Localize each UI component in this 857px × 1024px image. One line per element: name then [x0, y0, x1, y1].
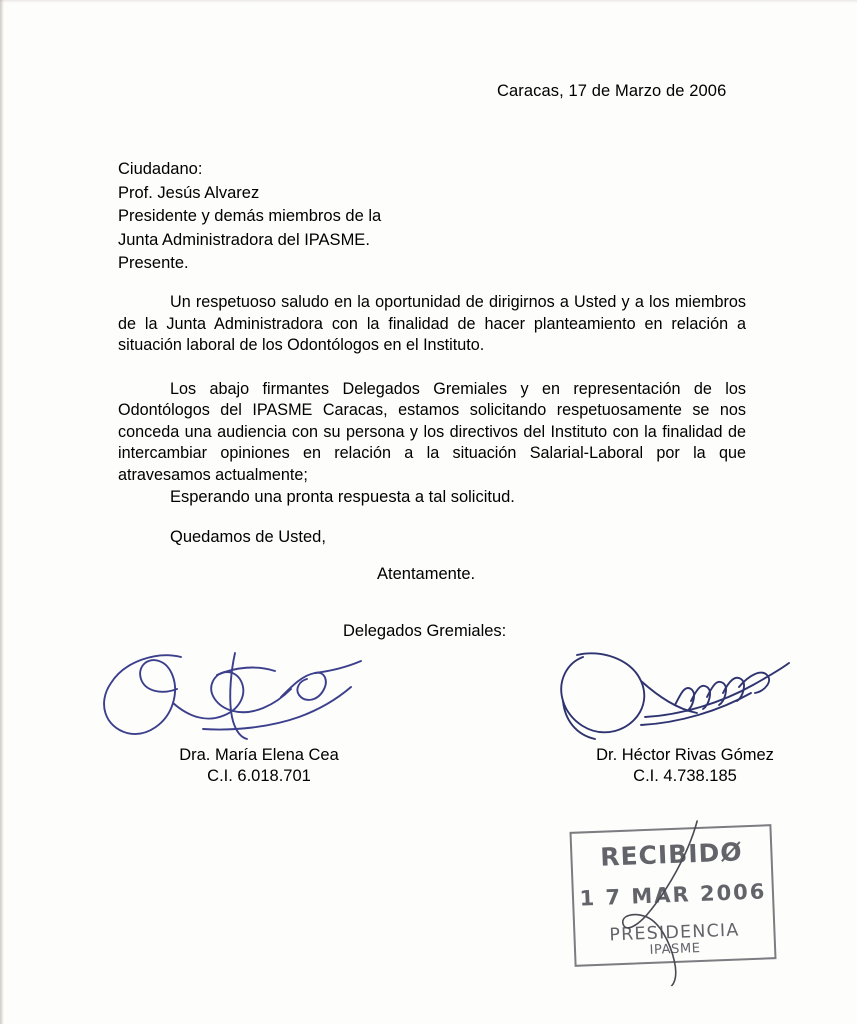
- addressee-organization: Junta Administradora del IPASME.: [118, 230, 370, 249]
- stamp-sub-organization: IPASME: [649, 940, 701, 958]
- handwritten-signature-left: [85, 645, 385, 745]
- closing-esperando: Esperando una pronta respuesta a tal solicitud.: [170, 488, 515, 506]
- handwritten-signature-right: [525, 645, 815, 745]
- date-line: Caracas, 17 de Marzo de 2006: [497, 82, 727, 100]
- stamp-title: RECIBIDØ: [599, 837, 744, 872]
- addressee-role: Presidente y demás miembros de la: [118, 207, 382, 225]
- body-paragraph-1: Un respetuoso saludo en la oportunidad de dirigirnos a Usted y a los miembros de la Junta Administradora con la finalidad de hacer planteamiento en relación a situación laboral de los Odontólogos en el Instituto.: [118, 293, 746, 354]
- addressee-presente: Presente.: [118, 254, 189, 272]
- signatory-name-right: Dr. Héctor Rivas Gómez: [596, 746, 774, 764]
- addressee-name: Prof. Jesús Alvarez: [118, 183, 260, 202]
- signatory-id-right: C.I. 4.738.185: [633, 767, 737, 785]
- received-stamp: [569, 824, 776, 967]
- signatory-name-left: Dra. María Elena Cea: [179, 746, 339, 764]
- closing-quedamos: Quedamos de Usted,: [170, 528, 326, 546]
- body-paragraph-2: Los abajo firmantes Delegados Gremiales y en representación de los Odontólogos del IPASME Caracas, estamos solicitando respetuosamente se nos conceda una audiencia con su persona y los directivos del Instituto con la finalidad de intercambiar opiniones en relación a la situación Salarial-Laboral por la que atravesamos actualmente;: [118, 379, 746, 484]
- closing-atentamente: Atentamente.: [377, 565, 476, 583]
- scan-edge-left: [0, 0, 4, 1024]
- stamp-organization: PRESIDENCIA: [608, 920, 740, 946]
- signature-block-right: [525, 645, 825, 787]
- scan-edge-top: [0, 0, 857, 3]
- letter-body: [118, 292, 746, 486]
- stamp-date: 1 7 MAR 2006: [579, 879, 767, 911]
- addressee-block: [118, 158, 381, 276]
- addressee-salutation: Ciudadano:: [118, 160, 203, 178]
- delegados-heading: Delegados Gremiales:: [343, 622, 507, 640]
- signatory-id-left: C.I. 6.018.701: [207, 767, 311, 785]
- signature-block-left: [85, 645, 405, 787]
